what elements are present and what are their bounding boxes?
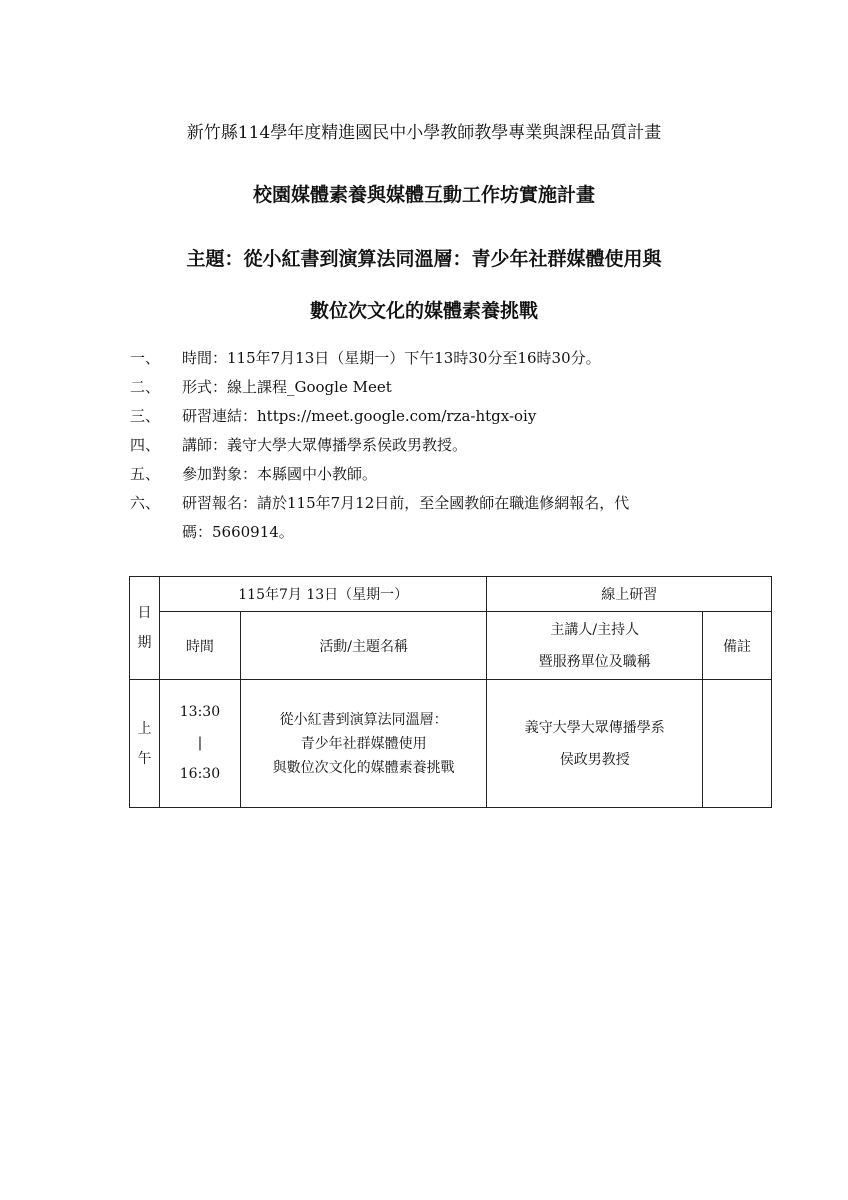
date-label-char: 日	[137, 605, 152, 621]
period-cell	[130, 680, 160, 808]
list-item	[130, 372, 750, 401]
theme-line-2: 數位次文化的媒體素養挑戰	[309, 300, 538, 322]
activity-line: 青少年社群媒體使用	[300, 735, 427, 752]
table-row	[130, 680, 772, 808]
item-text-speaker: 講師：義守大學大眾傳播學系侯政男教授。	[182, 436, 468, 454]
speaker-line: 義守大學大眾傳播學系	[524, 719, 665, 736]
item-text-audience: 參加對象：本縣國中小教師。	[182, 465, 378, 483]
activity-line: 與數位次文化的媒體素養挑戰	[272, 759, 455, 776]
item-number: 三、	[130, 407, 161, 425]
notes-cell	[703, 680, 772, 808]
plan-title: 校園媒體素養與媒體互動工作坊實施計畫	[252, 184, 595, 206]
item-text-link[interactable]: 研習連結：https://meet.google.com/rza-htgx-oiy	[182, 407, 537, 425]
header-time: 時間	[159, 612, 240, 680]
item-number: 六、	[130, 494, 161, 512]
header-notes: 備註	[703, 612, 772, 680]
schedule-table	[129, 576, 772, 808]
plan-items-list	[130, 343, 750, 546]
table-row	[130, 577, 772, 612]
header-activity: 活動/主題名稱	[240, 612, 487, 680]
activity-cell	[240, 680, 487, 808]
item-text-registration: 研習報名：請於115年7月12日前，至全國教師在職進修網報名，代	[182, 494, 630, 512]
item-number: 四、	[130, 436, 161, 454]
list-item	[130, 343, 750, 372]
table-row	[130, 612, 772, 680]
header-speaker-line: 主講人/主持人	[550, 621, 640, 638]
program-title: 新竹縣114學年度精進國民中小學教師教學專業與課程品質計畫	[186, 123, 662, 143]
period-char: 午	[137, 750, 152, 767]
speaker-line: 侯政男教授	[559, 751, 630, 768]
mode-cell: 線上研習	[487, 577, 772, 612]
item-text-registration-code: 碼：5660914。	[182, 523, 294, 541]
date-cell: 115年7月 13日（星期一）	[159, 577, 487, 612]
list-item	[130, 459, 750, 488]
header-speaker-line: 暨服務單位及職稱	[538, 653, 651, 670]
list-item	[130, 488, 750, 517]
date-label-char: 期	[137, 635, 152, 651]
item-number: 一、	[130, 349, 161, 367]
theme-line-1: 主題：從小紅書到演算法同溫層：青少年社群媒體使用與	[186, 248, 662, 270]
item-number: 二、	[130, 378, 161, 396]
speaker-cell	[487, 680, 703, 808]
header-speaker	[487, 612, 703, 680]
time-start: 13:30	[179, 704, 221, 720]
list-item	[130, 401, 750, 430]
item-text-time: 時間：115年7月13日（星期一）下午13時30分至16時30分。	[182, 349, 601, 367]
time-cell	[159, 680, 240, 808]
list-item	[130, 430, 750, 459]
item-text-format: 形式：線上課程_Google Meet	[182, 378, 392, 396]
list-item-continuation	[130, 517, 750, 546]
activity-line: 從小紅書到演算法同溫層：	[279, 711, 448, 728]
date-label-cell	[130, 577, 160, 680]
item-number: 五、	[130, 465, 161, 483]
time-separator: |	[197, 735, 203, 751]
time-end: 16:30	[179, 766, 221, 782]
period-char: 上	[137, 720, 152, 737]
